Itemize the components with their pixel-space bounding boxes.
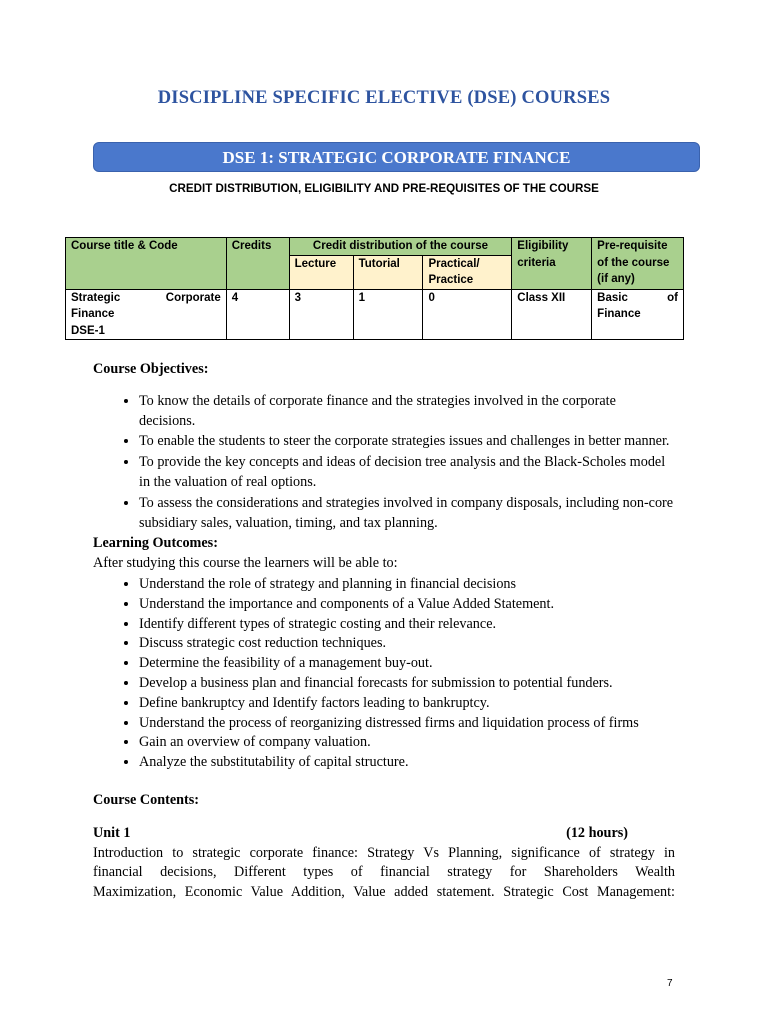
- cell-prerequisite: [592, 289, 684, 340]
- header-tutorial: Tutorial: [353, 255, 423, 289]
- cell-tutorial: 1: [353, 289, 423, 340]
- list-item: • To know the details of corporate finance and the strategies involved in the corporate decisions.: [139, 392, 675, 432]
- outcomes-list: [93, 575, 675, 773]
- credit-distribution-table: [65, 237, 684, 340]
- list-item: • Understand the role of strategy and planning in financial decisions: [139, 575, 675, 595]
- unit-label: Unit 1: [93, 824, 131, 841]
- header-eligibility: Eligibility criteria: [512, 238, 592, 290]
- title-word-1: Strategic: [71, 291, 121, 304]
- list-item: • Identify different types of strategic costing and their relevance.: [139, 615, 675, 635]
- prereq-line-2: Finance: [597, 308, 641, 320]
- list-item: • Develop a business plan and financial forecasts for submission to potential funders.: [139, 674, 675, 694]
- course-code: DSE-1: [71, 324, 105, 337]
- page-number: 7: [667, 978, 673, 989]
- header-credit-distribution: Credit distribution of the course: [289, 238, 512, 256]
- outcomes-intro: After studying this course the learners will be able to:: [93, 555, 398, 572]
- header-prerequisite: Pre-requisite of the course (if any): [592, 238, 684, 290]
- header-course-title: Course title & Code: [66, 238, 227, 290]
- cell-eligibility: Class XII: [512, 289, 592, 340]
- course-content: [93, 360, 675, 903]
- prereq-word-2: of: [667, 291, 678, 304]
- contents-title: Course Contents:: [93, 791, 200, 808]
- unit-1-line: Introduction to strategic corporate finance: Strategy Vs Planning, significance of strategy in: [93, 844, 675, 861]
- list-item: • Understand the importance and components of a Value Added Statement.: [139, 595, 675, 615]
- list-item: • Understand the process of reorganizing distressed firms and liquidation process of firms: [139, 714, 675, 734]
- cell-practical: 0: [423, 289, 512, 340]
- objectives-list: [93, 392, 675, 534]
- cell-lecture: 3: [289, 289, 353, 340]
- unit-hours: (12 hours): [566, 824, 628, 841]
- list-item: • Define bankruptcy and Identify factors leading to bankruptcy.: [139, 694, 675, 714]
- header-lecture: Lecture: [289, 255, 353, 289]
- list-item: • To provide the key concepts and ideas of decision tree analysis and the Black-Scholes model in the valuation of real options.: [139, 453, 675, 493]
- list-item: • Analyze the substitutability of capital structure.: [139, 753, 675, 773]
- outcomes-title: Learning Outcomes:: [93, 535, 218, 552]
- unit-1-line: financial decisions, Different types of financial strategy for Shareholders Wealth: [93, 864, 675, 881]
- header-credits: Credits: [226, 238, 289, 290]
- title-word-2: Corporate: [165, 291, 221, 304]
- title-line-2: Finance: [71, 308, 115, 320]
- course-banner: DSE 1: STRATEGIC CORPORATE FINANCE: [93, 142, 700, 172]
- prereq-word-1: Basic: [597, 291, 628, 304]
- list-item: • Determine the feasibility of a management buy-out.: [139, 654, 675, 674]
- table-row: [66, 289, 684, 340]
- header-practical: Practical/ Practice: [423, 255, 512, 289]
- list-item: • To assess the considerations and strategies involved in company disposals, including non-core subsidiary sales, valuation, timing, and tax planning.: [139, 494, 675, 534]
- objectives-title: Course Objectives:: [93, 361, 209, 377]
- list-item: • Gain an overview of company valuation.: [139, 733, 675, 753]
- cell-credits: 4: [226, 289, 289, 340]
- page-heading: DISCIPLINE SPECIFIC ELECTIVE (DSE) COURSES: [157, 88, 611, 108]
- unit-1-heading: [93, 824, 675, 844]
- unit-1-line: Maximization, Economic Value Addition, Value added statement. Strategic Cost Management:: [93, 884, 675, 901]
- table-subheading: CREDIT DISTRIBUTION, ELIGIBILITY AND PRE-REQUISITES OF THE COURSE: [169, 182, 599, 195]
- list-item: • To enable the students to steer the corporate strategies issues and challenges in better manner.: [139, 432, 675, 452]
- cell-course-title: [66, 289, 227, 340]
- list-item: • Discuss strategic cost reduction techniques.: [139, 634, 675, 654]
